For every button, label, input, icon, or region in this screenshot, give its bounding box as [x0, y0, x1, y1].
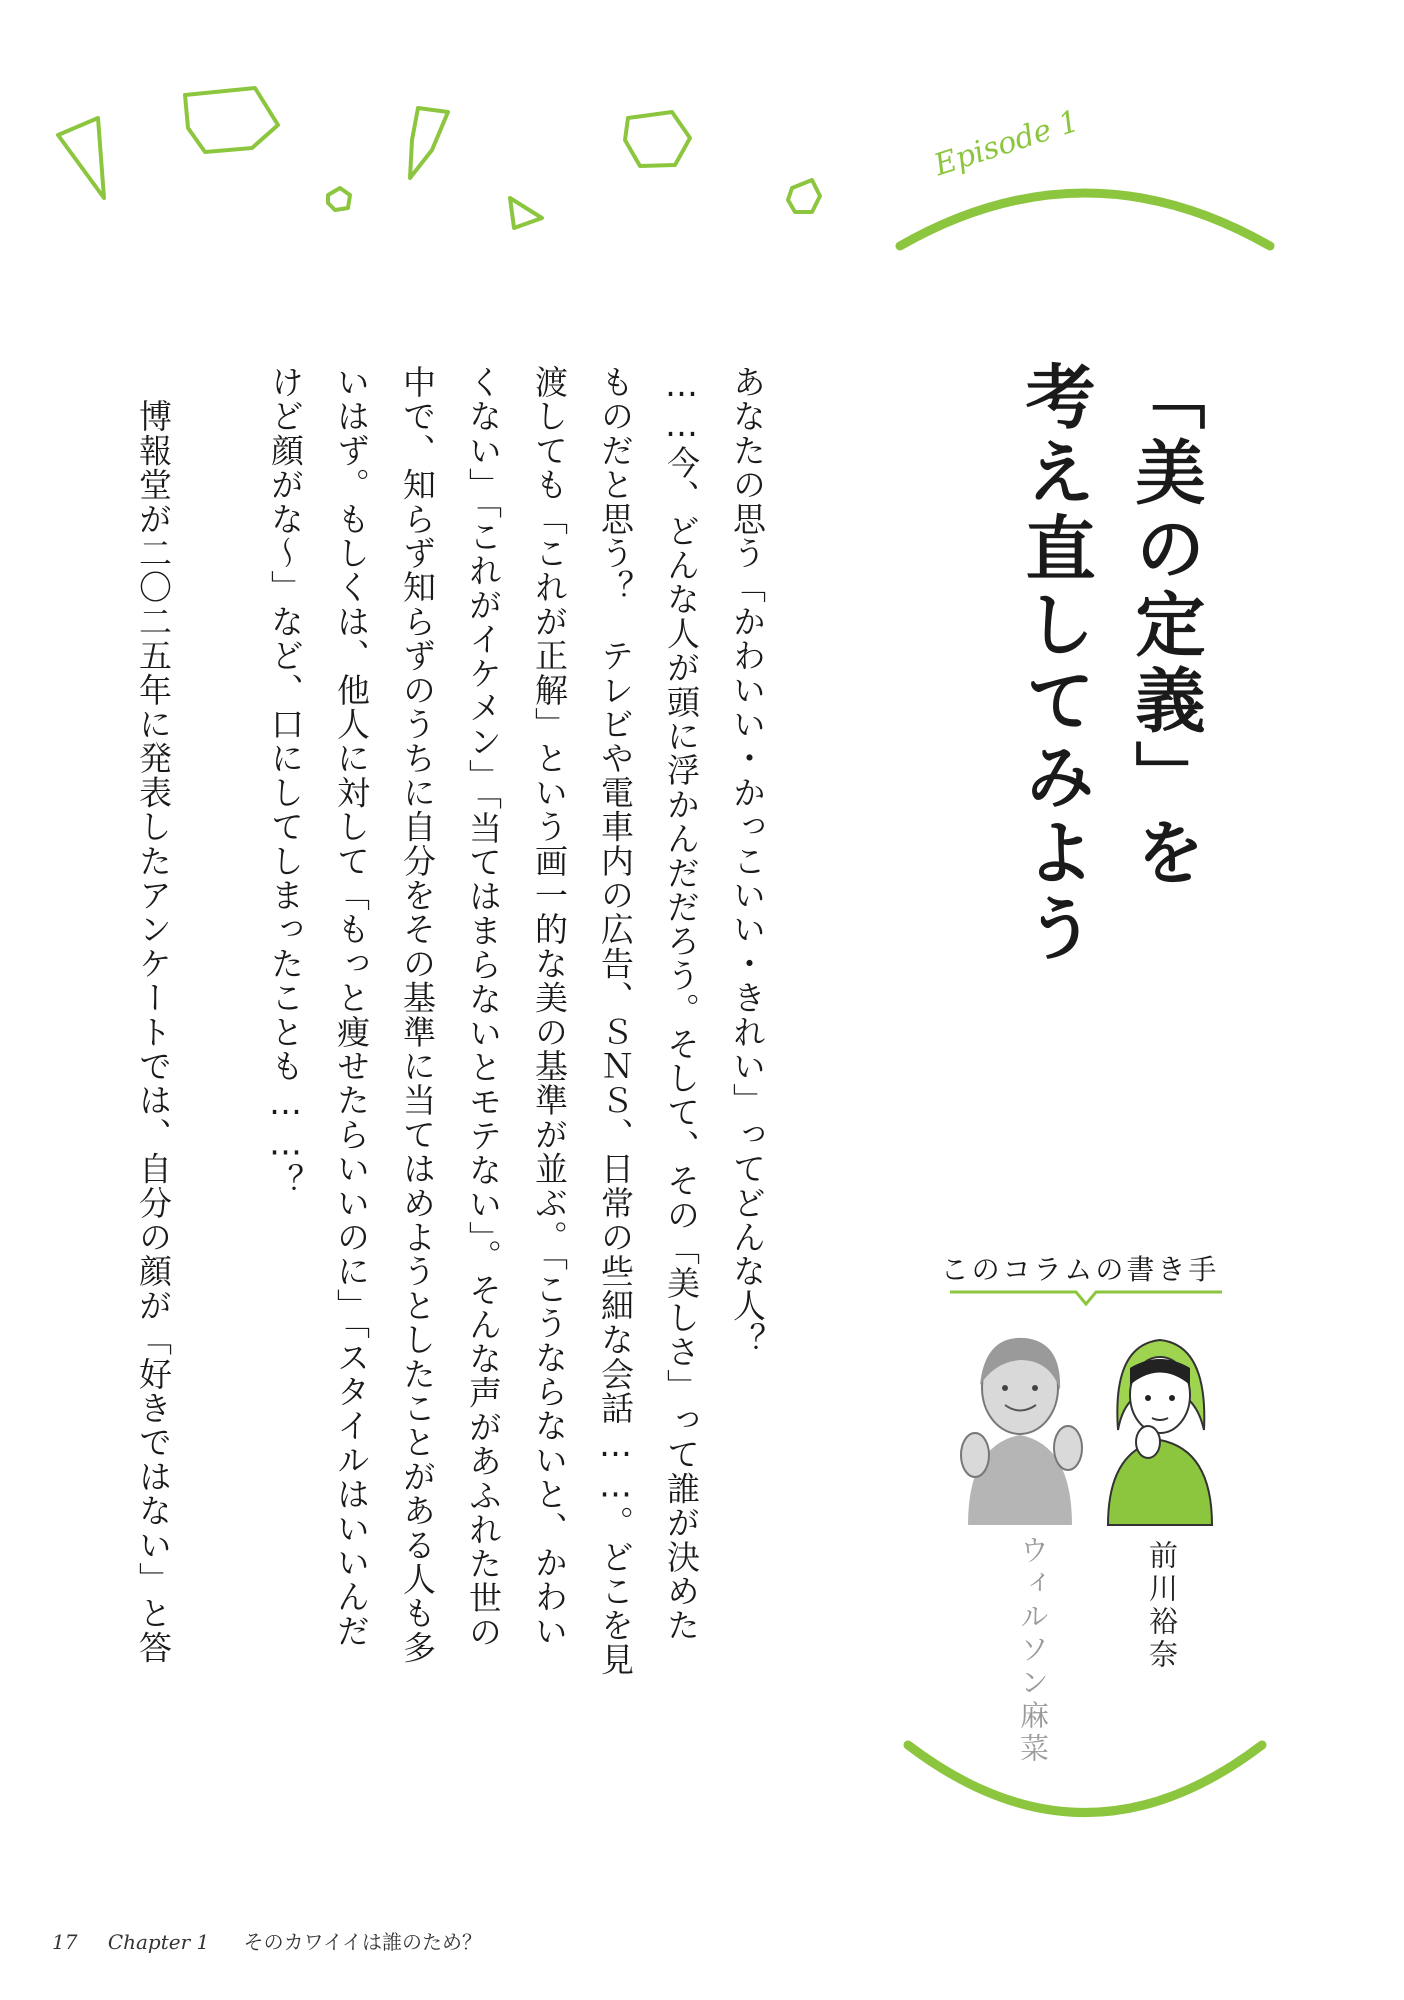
page-title	[1000, 360, 1220, 968]
top-arc	[900, 193, 1270, 246]
writer-header: このコラムの書き手	[940, 1253, 1220, 1286]
body-line: ものだと思う？ テレビや電車内の広告、ＳＮＳ、日常の些細な会話……。どこを見	[596, 365, 635, 1677]
page-number: 17	[52, 1930, 78, 1954]
page-footer	[52, 1926, 482, 1955]
writer-name-wilson: ウィルソン麻菜	[1016, 1535, 1050, 1766]
body-line: くない」「これがイケメン」「当てはまらないとモテない」。そんな声があふれた世の	[464, 365, 503, 1650]
gem-crystal-icon	[410, 108, 448, 178]
bottom-arc	[908, 1745, 1262, 1813]
gem-small-hexagon-2-icon	[788, 180, 820, 212]
portrait-wilson	[961, 1338, 1082, 1525]
body-line: いはず。もしくは、他人に対して「もっと痩せたらいいのに」「スタイルはいいんだ	[332, 365, 371, 1649]
title-line: 「美の定義」を	[1124, 360, 1206, 892]
gem-hexagon-2-icon	[625, 112, 690, 166]
body-line: けど顔がな〜」など、口にしてしまったことも……？	[266, 365, 305, 1198]
body-line: 渡しても「これが正解」という画一的な美の基準が並ぶ。「こうならないと、かわい	[530, 365, 569, 1649]
gem-triangle-icon	[58, 118, 104, 198]
gem-small-hexagon-icon	[328, 188, 350, 210]
title-line: 考え直してみよう	[1014, 360, 1096, 968]
body-line: 博報堂が二〇二五年に発表したアンケートでは、自分の顔が「好きではない」と答	[134, 365, 173, 1665]
body-line: ……今、どんな人が頭に浮かんだだろう。そして、その「美しさ」って誰が決めた	[662, 365, 701, 1643]
writer-header-underline	[950, 1292, 1222, 1304]
chapter-label: Chapter 1	[107, 1930, 210, 1954]
episode-label: Episode 1	[930, 103, 1084, 184]
body-line: 中で、知らず知らずのうちに自分をその基準に当てはめようとしたことがある人も多	[398, 365, 437, 1665]
gem-small-triangle-icon	[510, 198, 542, 228]
body-line: あなたの思う「かわいい・かっこいい・きれい」ってどんな人？	[728, 365, 767, 1357]
writer-name-maekawa: 前川裕奈	[1145, 1540, 1179, 1672]
body-text	[134, 365, 780, 1765]
chapter-title: そのカワイイは誰のため？	[243, 1930, 483, 1954]
portrait-maekawa	[1108, 1340, 1212, 1525]
gem-hexagon-icon	[185, 88, 278, 152]
